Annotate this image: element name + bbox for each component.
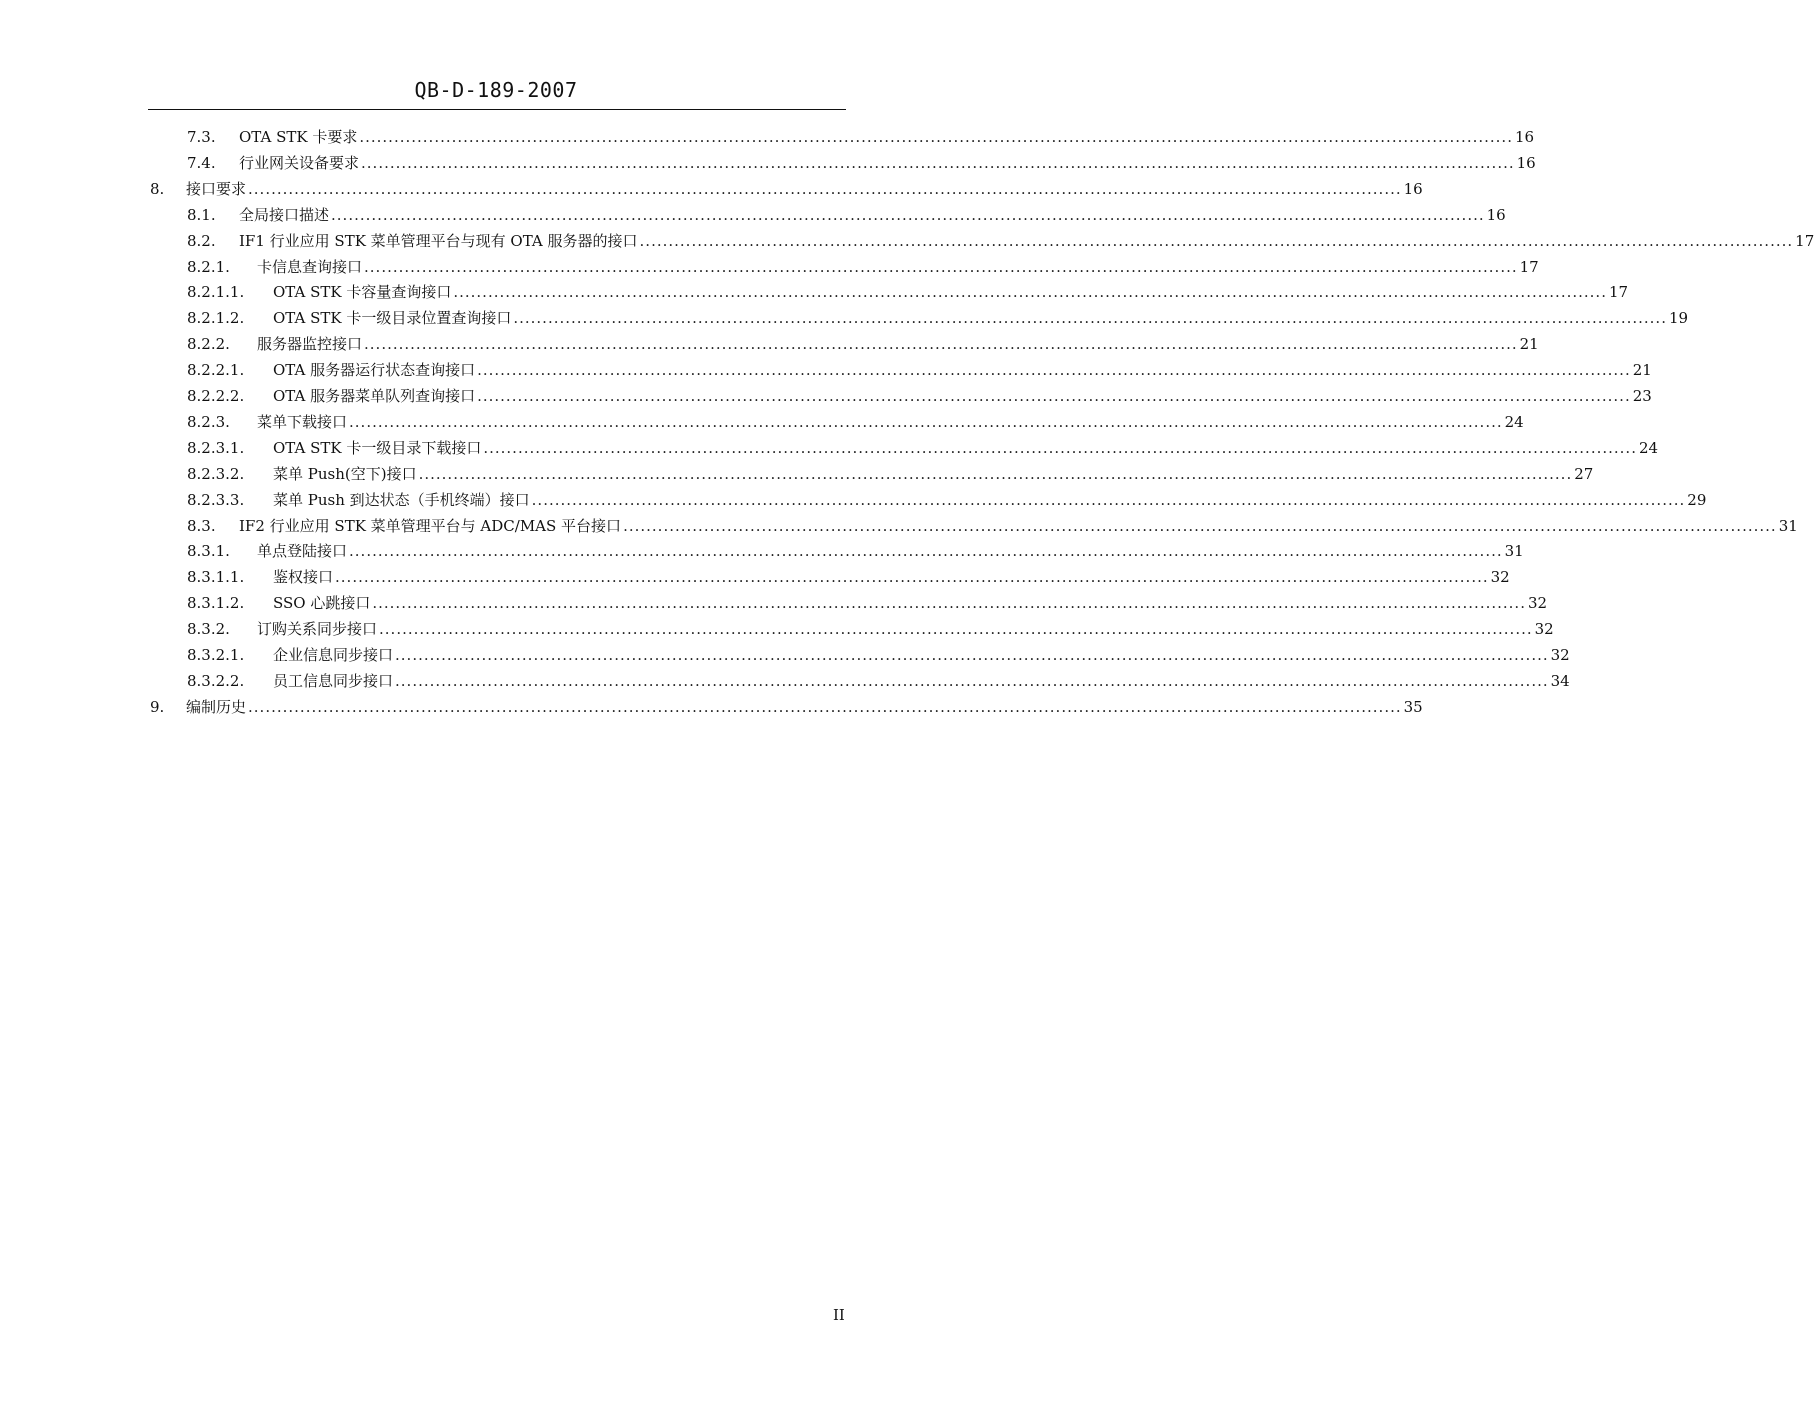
toc-entry-page: 24	[1638, 438, 1659, 457]
toc-dot-leader: ........................................................................................................................................................................................................	[349, 542, 1503, 561]
toc-entry-page: 21	[1519, 335, 1539, 354]
toc-entry[interactable]	[187, 331, 1539, 357]
toc-entry-page: 16	[1514, 128, 1535, 146]
toc-entry-title: 编制历史	[186, 697, 247, 716]
toc-dot-leader: ........................................................................................................................................................................................................	[331, 205, 1485, 224]
toc-entry[interactable]	[187, 357, 1652, 383]
toc-entry-number: 8.3.2.	[187, 620, 230, 639]
toc-entry-page: 17	[1608, 283, 1629, 302]
toc-entry-page: 16	[1486, 205, 1506, 224]
toc-dot-leader: ........................................................................................................................................................................................................	[335, 568, 1489, 587]
toc-entry-number: 9.	[150, 697, 165, 716]
toc-entry[interactable]	[187, 513, 1798, 539]
toc-entry-number: 8.2.3.	[187, 412, 230, 431]
toc-dot-leader: ........................................................................................................................................................................................................	[623, 516, 1777, 535]
toc-entry-number: 8.2.1.	[187, 257, 230, 276]
toc-entry-number: 8.3.	[187, 516, 216, 535]
toc-entry[interactable]	[187, 487, 1707, 513]
toc-entry-title: 接口要求	[186, 179, 247, 198]
toc-dot-leader: ........................................................................................................................................................................................................	[248, 179, 1402, 198]
toc-dot-leader: ........................................................................................................................................................................................................	[248, 697, 1402, 716]
toc-entry[interactable]	[187, 254, 1539, 280]
toc-entry-title: 菜单 Push(空下)接口	[273, 464, 417, 483]
toc-entry-title: 菜单 Push 到达状态（手机终端）接口	[273, 490, 530, 509]
toc-entry-number: 8.1.	[187, 205, 216, 224]
toc-entry[interactable]	[187, 616, 1554, 642]
toc-entry-number: 8.2.2.	[187, 335, 230, 354]
toc-entry-title: 鉴权接口	[273, 568, 334, 587]
toc-dot-leader: ........................................................................................................................................................................................................	[477, 361, 1631, 380]
toc-entry-page: 27	[1574, 464, 1594, 483]
toc-entry-page: 16	[1403, 179, 1423, 198]
toc-entry[interactable]	[187, 202, 1506, 228]
toc-entry-number: 8.2.2.1.	[187, 361, 245, 380]
toc-entry-page: 17	[1519, 257, 1539, 276]
toc-entry-title: OTA 服务器菜单队列查询接口	[273, 387, 476, 405]
toc-entry[interactable]	[187, 668, 1570, 694]
toc-entry-title: 菜单下载接口	[257, 412, 348, 431]
toc-entry-number: 8.2.3.1.	[187, 438, 245, 457]
toc-entry-number: 8.	[150, 179, 165, 198]
toc-entry-title: IF2 行业应用 STK 菜单管理平台与 ADC/MAS 平台接口	[239, 516, 622, 535]
toc-entry-page: 16	[1516, 153, 1536, 172]
toc-entry-page: 32	[1527, 594, 1548, 613]
toc-entry[interactable]	[187, 383, 1652, 409]
toc-entry[interactable]	[187, 461, 1594, 487]
toc-entry[interactable]	[187, 435, 1659, 461]
toc-entry-title: SSO 心跳接口	[273, 594, 371, 613]
toc-entry[interactable]	[187, 228, 1814, 254]
toc-entry-title: IF1 行业应用 STK 菜单管理平台与现有 OTA 服务器的接口	[239, 231, 638, 250]
page-header-code: QB-D-189-2007	[414, 78, 578, 102]
toc-entry-page: 17	[1795, 231, 1814, 250]
toc-entry-number: 8.2.	[187, 231, 216, 250]
toc-entry-title: 服务器监控接口	[257, 335, 363, 354]
toc-dot-leader: ........................................................................................................................................................................................................	[349, 412, 1503, 431]
toc-entry-number: 8.3.1.	[187, 542, 230, 561]
toc-dot-leader: ........................................................................................................................................................................................................	[395, 671, 1549, 690]
toc-entry-title: 订购关系同步接口	[257, 620, 378, 639]
toc-dot-leader: ........................................................................................................................................................................................................	[361, 153, 1515, 172]
toc-entry-page: 23	[1632, 387, 1652, 405]
toc-entry-title: 员工信息同步接口	[273, 671, 394, 690]
toc-entry-page: 19	[1668, 309, 1689, 328]
toc-dot-leader: ........................................................................................................................................................................................................	[483, 438, 1637, 457]
toc-entry[interactable]	[150, 694, 1423, 720]
toc-entry[interactable]	[187, 564, 1510, 590]
toc-entry-page: 34	[1550, 671, 1570, 690]
toc-entry-title: 卡信息查询接口	[257, 257, 363, 276]
toc-entry-number: 8.3.2.1.	[187, 646, 245, 664]
toc-entry-page: 29	[1687, 490, 1707, 509]
toc-dot-leader: ........................................................................................................................................................................................................	[531, 490, 1686, 509]
toc-entry-title: OTA STK 卡一级目录下载接口	[273, 438, 482, 457]
toc-dot-leader: ........................................................................................................................................................................................................	[379, 620, 1533, 639]
toc-entry-number: 8.2.3.2.	[187, 464, 245, 483]
toc-dot-leader: ........................................................................................................................................................................................................	[395, 646, 1549, 664]
toc-dot-leader: ........................................................................................................................................................................................................	[513, 309, 1667, 328]
toc-entry[interactable]	[187, 409, 1524, 435]
toc-entry-number: 8.2.1.1.	[187, 283, 245, 302]
header-divider	[148, 109, 846, 110]
toc-entry-number: 8.3.1.2.	[187, 594, 245, 613]
toc-entry-title: 单点登陆接口	[257, 542, 348, 561]
toc-entry[interactable]	[150, 176, 1423, 202]
toc-dot-leader: ........................................................................................................................................................................................................	[477, 387, 1631, 405]
toc-entry-title: 企业信息同步接口	[273, 646, 394, 664]
toc-entry-title: OTA 服务器运行状态查询接口	[273, 361, 476, 380]
toc-entry[interactable]	[187, 590, 1548, 616]
toc-entry[interactable]	[187, 642, 1570, 668]
page-number: II	[833, 1306, 845, 1324]
toc-entry-title: OTA STK 卡一级目录位置查询接口	[273, 309, 512, 328]
toc-entry-number: 7.4.	[187, 153, 216, 172]
toc-entry[interactable]	[187, 538, 1524, 564]
toc-dot-leader: ........................................................................................................................................................................................................	[364, 257, 1518, 276]
toc-entry-page: 21	[1632, 361, 1652, 380]
toc-entry-title: OTA STK 卡要求	[239, 128, 358, 146]
toc-entry-page: 31	[1504, 542, 1524, 561]
toc-entry[interactable]	[187, 150, 1536, 176]
toc-entry-number: 8.3.2.2.	[187, 671, 245, 690]
toc-entry-page: 24	[1504, 412, 1524, 431]
toc-entry[interactable]	[187, 124, 1535, 150]
toc-entry-page: 31	[1778, 516, 1798, 535]
toc-entry-page: 32	[1490, 568, 1510, 587]
toc-entry-page: 35	[1403, 697, 1423, 716]
toc-entry-number: 8.2.2.2.	[187, 387, 245, 405]
toc-dot-leader: ........................................................................................................................................................................................................	[359, 128, 1513, 146]
toc-entry-number: 7.3.	[187, 128, 216, 146]
toc-entry-title: 行业网关设备要求	[239, 153, 360, 172]
toc-entry-page: 32	[1550, 646, 1570, 664]
toc-entry-number: 8.2.3.3.	[187, 490, 245, 509]
toc-entry[interactable]	[187, 279, 1629, 305]
toc-dot-leader: ........................................................................................................................................................................................................	[453, 283, 1607, 302]
toc-entry-title: 全局接口描述	[239, 205, 330, 224]
toc-entry-title: OTA STK 卡容量查询接口	[273, 283, 452, 302]
toc-entry-number: 8.3.1.1.	[187, 568, 245, 587]
toc-dot-leader: ........................................................................................................................................................................................................	[418, 464, 1573, 483]
toc-dot-leader: ........................................................................................................................................................................................................	[639, 231, 1794, 250]
toc-dot-leader: ........................................................................................................................................................................................................	[372, 594, 1526, 613]
toc-entry[interactable]	[187, 305, 1689, 331]
toc-entry-number: 8.2.1.2.	[187, 309, 245, 328]
toc-dot-leader: ........................................................................................................................................................................................................	[364, 335, 1518, 354]
toc-entry-page: 32	[1534, 620, 1554, 639]
